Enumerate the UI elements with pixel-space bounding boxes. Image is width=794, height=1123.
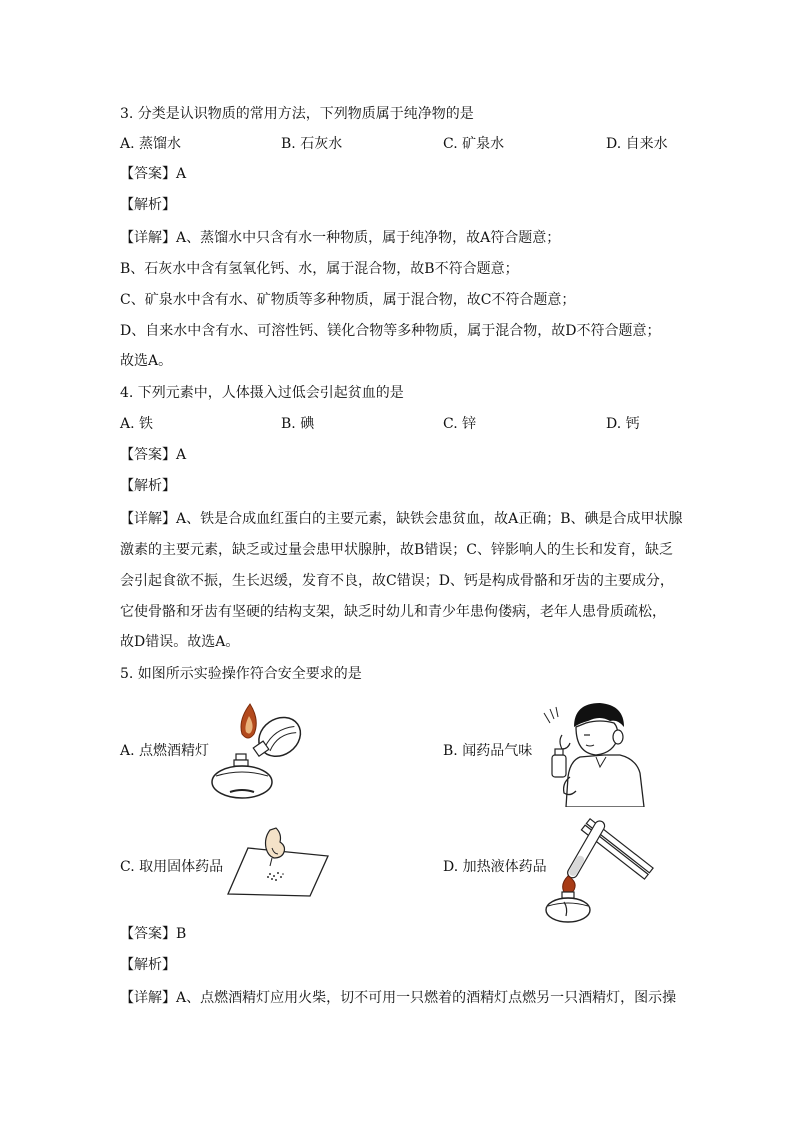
- q3-answer: 【答案】A: [120, 166, 187, 182]
- q5-option-b: B. 闻药品气味: [443, 743, 533, 759]
- q5-option-a: A. 点燃酒精灯: [120, 743, 210, 759]
- q5-option-c: C. 取用固体药品: [120, 859, 224, 875]
- q3-detail-line: C、矿泉水中含有水、矿物质等多种物质，属于混合物，故C不符合题意；: [120, 292, 576, 308]
- q5-analysis-heading: 【解析】: [120, 957, 176, 973]
- q4-options: [0, 414, 794, 434]
- q4-option-a: A. 铁: [120, 416, 154, 432]
- alcohol-lamp-lighting-figure: [208, 698, 308, 804]
- q3-analysis-heading: 【解析】: [120, 197, 176, 213]
- q3-detail-line: D、自来水中含有水、可溶性钙、镁化合物等多种物质，属于混合物，故D不符合题意；: [120, 323, 661, 339]
- boy-smelling-figure: [540, 697, 652, 807]
- q4-detail-line: 故D错误。故选A。: [120, 634, 240, 650]
- q4-detail-line: 会引起食欲不振，生长迟缓，发育不良，故C错误；D、钙是构成骨骼和牙齿的主要成分，: [120, 573, 674, 589]
- q3-option-c: C. 矿泉水: [443, 136, 505, 152]
- q3-stem: 3. 分类是认识物质的常用方法，下列物质属于纯净物的是: [120, 106, 474, 122]
- q4-answer: 【答案】A: [120, 447, 187, 463]
- q3-option-a: A. 蒸馏水: [120, 136, 182, 152]
- q4-option-b: B. 碘: [281, 416, 315, 432]
- q3-option-b: B. 石灰水: [281, 136, 343, 152]
- q5-stem: 5. 如图所示实验操作符合安全要求的是: [120, 666, 362, 682]
- q4-stem: 4. 下列元素中，人体摄入过低会引起贫血的是: [120, 385, 404, 401]
- solid-chemical-figure: [226, 826, 330, 898]
- q4-option-d: D. 钙: [606, 416, 640, 432]
- heating-liquid-figure: [540, 812, 654, 924]
- q3-detail-line: B、石灰水中含有氢氧化钙、水，属于混合物，故B不符合题意；: [120, 261, 519, 277]
- q5-option-d: D. 加热液体药品: [443, 859, 547, 875]
- q4-analysis-heading: 【解析】: [120, 478, 176, 494]
- q3-options: [0, 134, 794, 154]
- q3-detail-line: 【详解】A、蒸馏水中只含有水一种物质，属于纯净物，故A符合题意；: [120, 230, 561, 246]
- q4-option-c: C. 锌: [443, 416, 477, 432]
- q5-detail-line: 【详解】A、点燃酒精灯应用火柴，切不可用一只燃着的酒精灯点燃另一只酒精灯，图示操: [120, 990, 677, 1006]
- q4-detail-line: 它使骨骼和牙齿有坚硬的结构支架，缺乏时幼儿和青少年患佝偻病，老年人患骨质疏松，: [120, 604, 666, 620]
- q5-answer: 【答案】B: [120, 926, 187, 942]
- q4-detail-line: 激素的主要元素，缺乏或过量会患甲状腺肿，故B错误；C、锌影响人的生长和发育，缺乏: [120, 542, 673, 558]
- q4-detail-line: 【详解】A、铁是合成血红蛋白的主要元素，缺铁会患贫血，故A正确；B、碘是合成甲状腺: [120, 511, 683, 527]
- q3-option-d: D. 自来水: [606, 136, 668, 152]
- q3-detail-line: 故选A。: [120, 353, 173, 369]
